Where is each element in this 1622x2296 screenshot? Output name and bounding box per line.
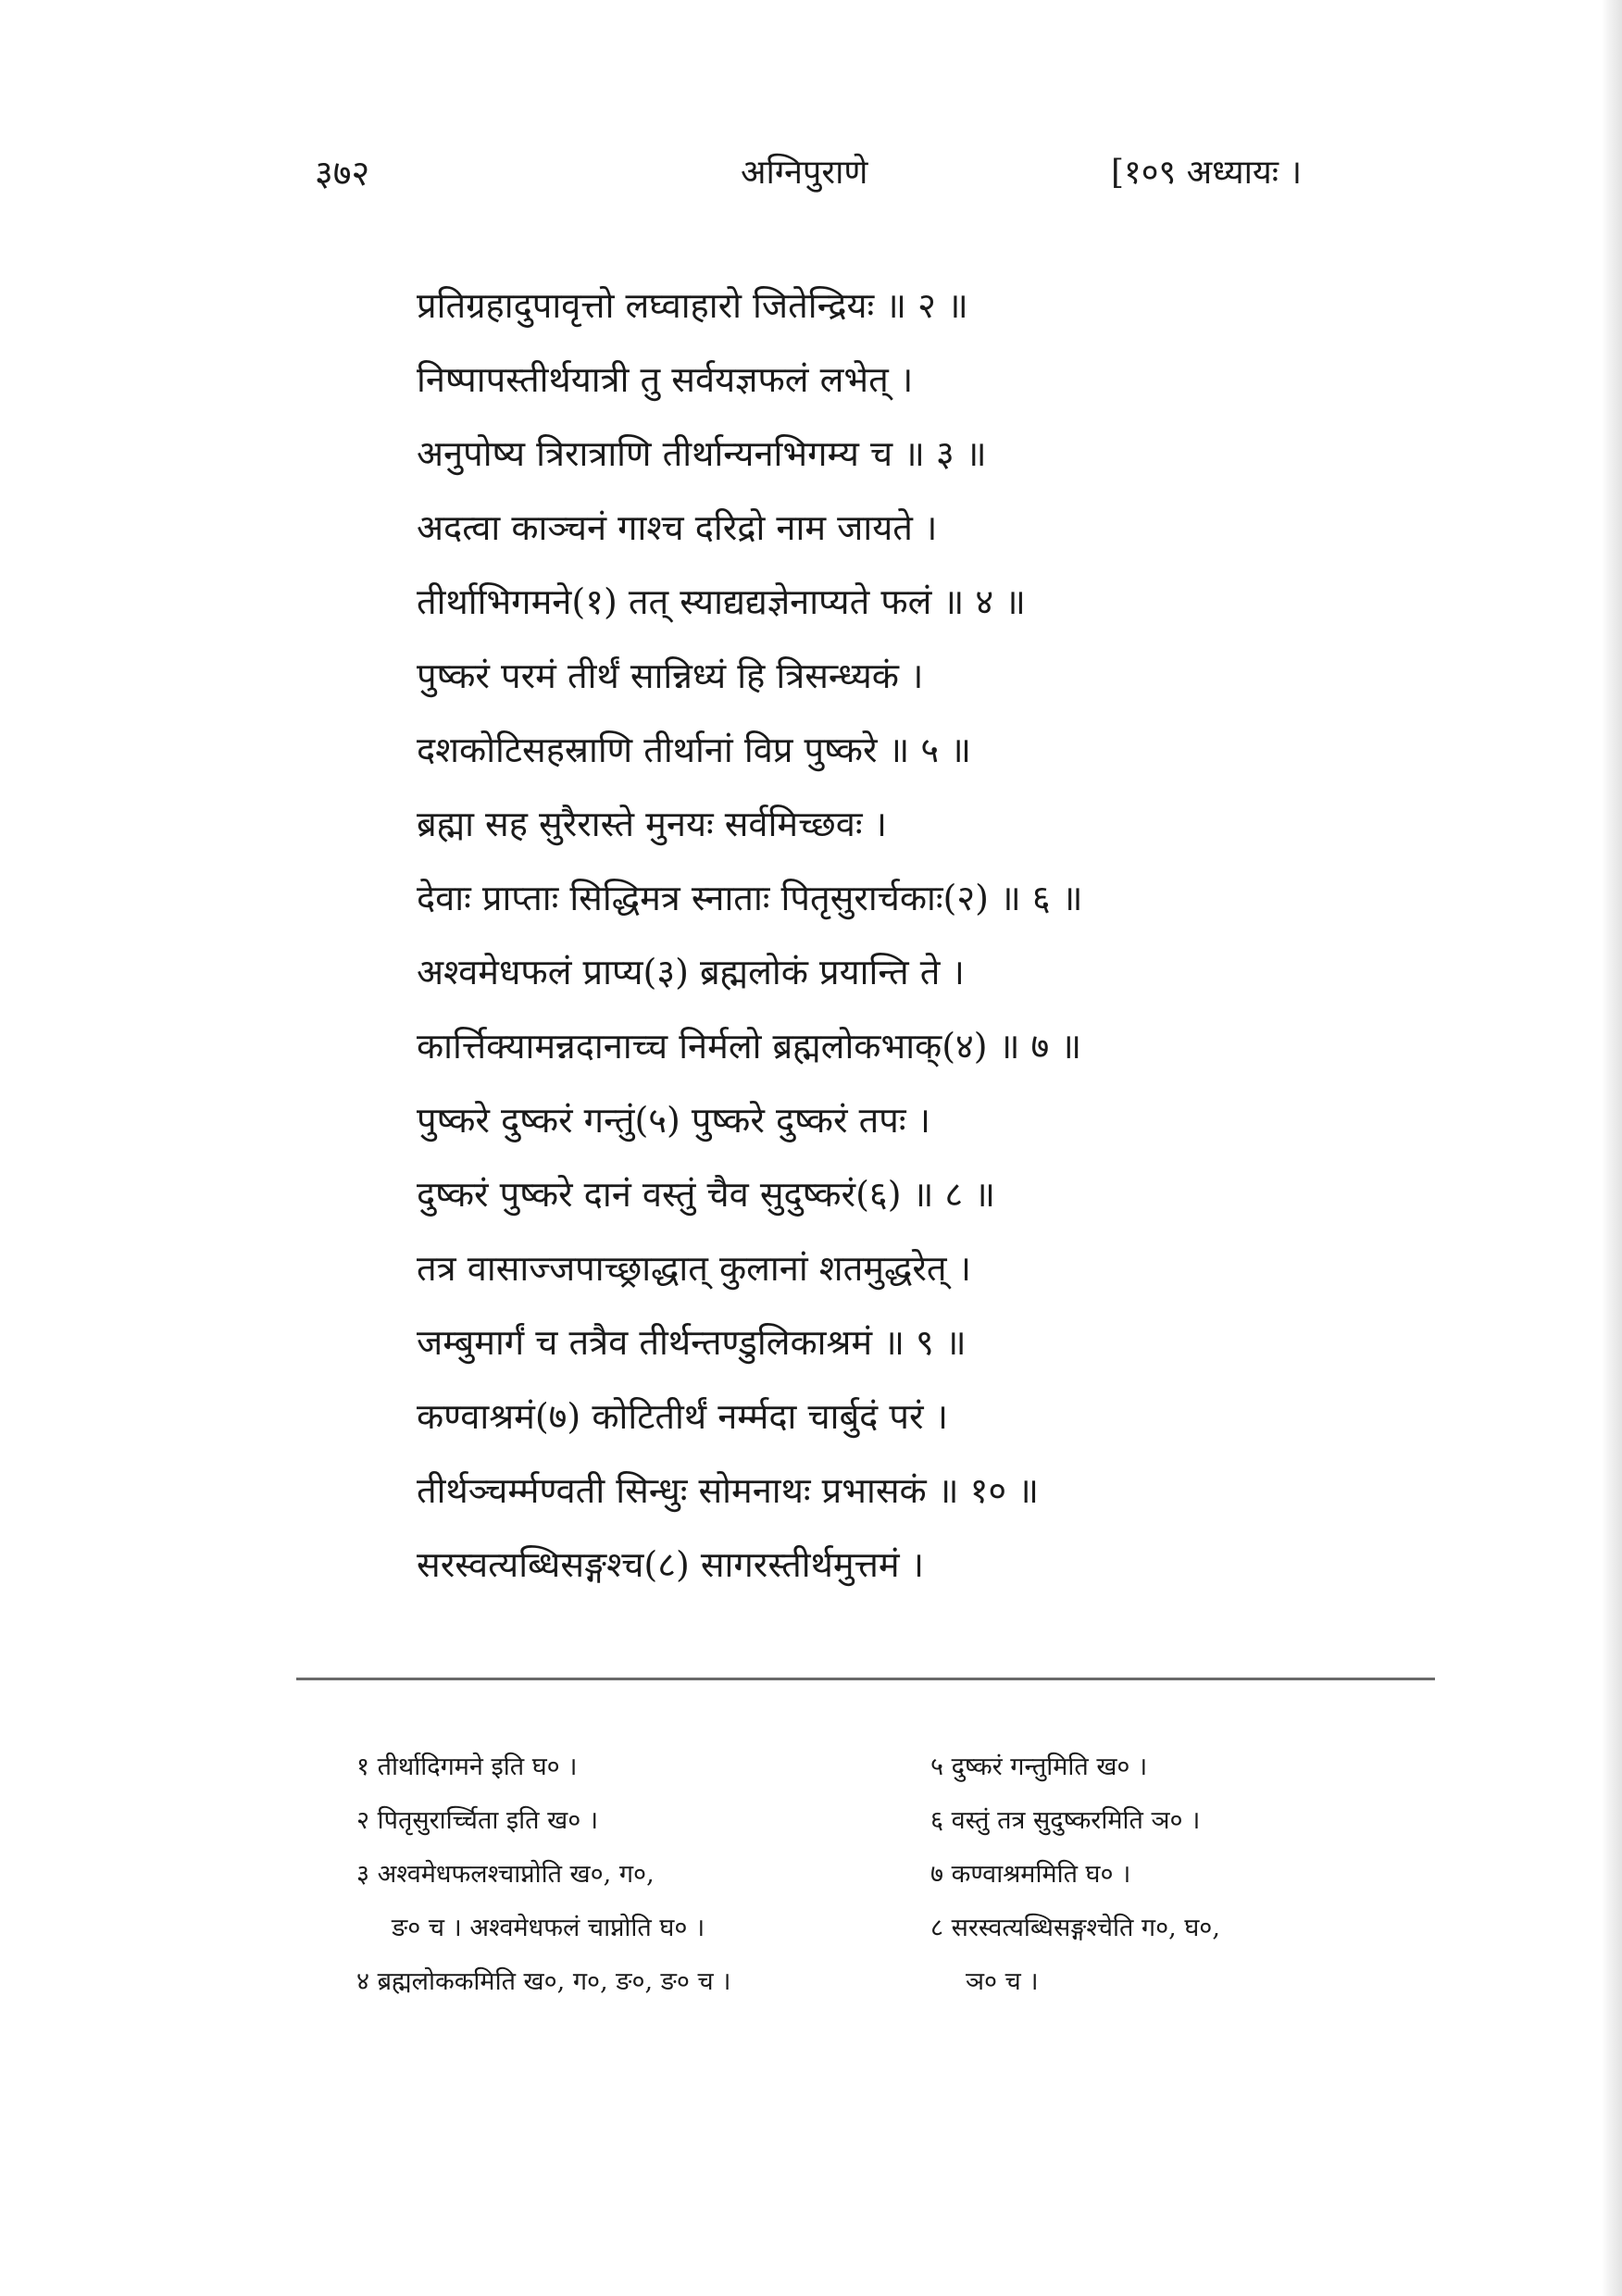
- verse-line: दशकोटिसहस्राणि तीर्थानां विप्र पुष्करे ॥ ५ ॥: [417, 730, 972, 770]
- footnote: ४ ब्रह्मलोककमिति ख०, ग०, ङ०, ङ० च ।: [356, 1967, 731, 1996]
- verse-line: जम्बुमार्गं च तत्रैव तीर्थन्तण्डुलिकाश्रमं ॥ ९ ॥: [417, 1322, 967, 1363]
- page-header: [315, 148, 1454, 204]
- verse-line: तीर्थाभिगमने(१) तत् स्याद्यद्यज्ञेनाप्यते फलं ॥ ४ ॥: [417, 581, 1026, 622]
- verse-line: कार्त्तिक्यामन्नदानाच्च निर्मलो ब्रह्मलोकभाक्(४) ॥ ७ ॥: [417, 1026, 1082, 1067]
- footnote-continuation: ङ० च । अश्वमेधफलं चाप्नोति घ० ।: [392, 1914, 705, 1942]
- verse-line: दुष्करं पुष्करे दानं वस्तुं चैव सुदुष्करं(६) ॥ ८ ॥: [417, 1174, 996, 1215]
- verse-line: अश्वमेधफलं प्राप्य(३) ब्रह्मलोकं प्रयान्ति ते ।: [417, 952, 965, 992]
- footnote: ३ अश्वमेधफलश्चाप्नोति ख०, ग०,: [356, 1860, 655, 1889]
- verse-line: निष्पापस्तीर्थयात्री तु सर्वयज्ञफलं लभेत् ।: [417, 359, 914, 400]
- verse-block: [417, 268, 1342, 1602]
- page-number: ३७२: [315, 153, 370, 193]
- verse-line: अनुपोष्य त्रिरात्राणि तीर्थान्यनभिगम्य च ॥ ३ ॥: [417, 433, 987, 474]
- running-title: अग्निपुराणे: [741, 154, 868, 192]
- footnote-column-right: [930, 1741, 1449, 2009]
- verse-line: पुष्करे दुष्करं गन्तुं(५) पुष्करे दुष्करं तपः ।: [417, 1100, 931, 1141]
- verse-line: देवाः प्राप्ताः सिद्धिमत्र स्नाताः पितृसुरार्चकाः(२) ॥ ६ ॥: [417, 878, 1083, 918]
- verse-line: तीर्थञ्चर्म्मण्वती सिन्धुः सोमनाथः प्रभासकं ॥ १० ॥: [417, 1470, 1040, 1511]
- verse-line: अदत्वा काञ्चनं गाश्च दरिद्रो नाम जायते ।: [417, 507, 938, 548]
- footnote: ६ वस्तुं तत्र सुदुष्करमिति ञ० ।: [930, 1806, 1201, 1835]
- footnote-column-left: [356, 1741, 912, 2009]
- footnote: ७ कण्वाश्रममिति घ० ।: [930, 1860, 1131, 1889]
- verse-line: प्रतिग्रहादुपावृत्तो लघ्वाहारो जितेन्द्रियः ॥ २ ॥: [417, 285, 968, 326]
- verse-line: कण्वाश्रमं(७) कोटितीर्थं नर्म्मदा चार्बुदं परं ।: [417, 1396, 949, 1437]
- footnote: ८ सरस्वत्यब्धिसङ्गश्चेति ग०, घ०,: [930, 1914, 1220, 1942]
- scan-edge-shadow: [1602, 0, 1622, 2296]
- footnote: २ पितृसुरार्च्चिता इति ख० ।: [356, 1806, 599, 1835]
- verse-line: पुष्करं परमं तीर्थं सान्निध्यं हि त्रिसन्ध्यकं ।: [417, 655, 924, 696]
- footnote-continuation: ञ० च ।: [966, 1967, 1039, 1996]
- verse-line: सरस्वत्यब्धिसङ्गश्च(८) सागरस्तीर्थमुत्तमं ।: [417, 1544, 925, 1585]
- footnote: ५ दुष्करं गन्तुमिति ख० ।: [930, 1753, 1148, 1781]
- footnote: १ तीर्थादिगमने इति घ० ।: [356, 1753, 578, 1781]
- chapter-label: [१०९ अध्यायः ।: [1111, 154, 1303, 192]
- verse-line: तत्र वासाज्जपाच्छ्राद्धात् कुलानां शतमुद्धरेत् ।: [417, 1248, 972, 1289]
- footnote-divider: [296, 1678, 1435, 1680]
- verse-line: ब्रह्मा सह सुरैरास्ते मुनयः सर्वमिच्छवः ।: [417, 804, 888, 844]
